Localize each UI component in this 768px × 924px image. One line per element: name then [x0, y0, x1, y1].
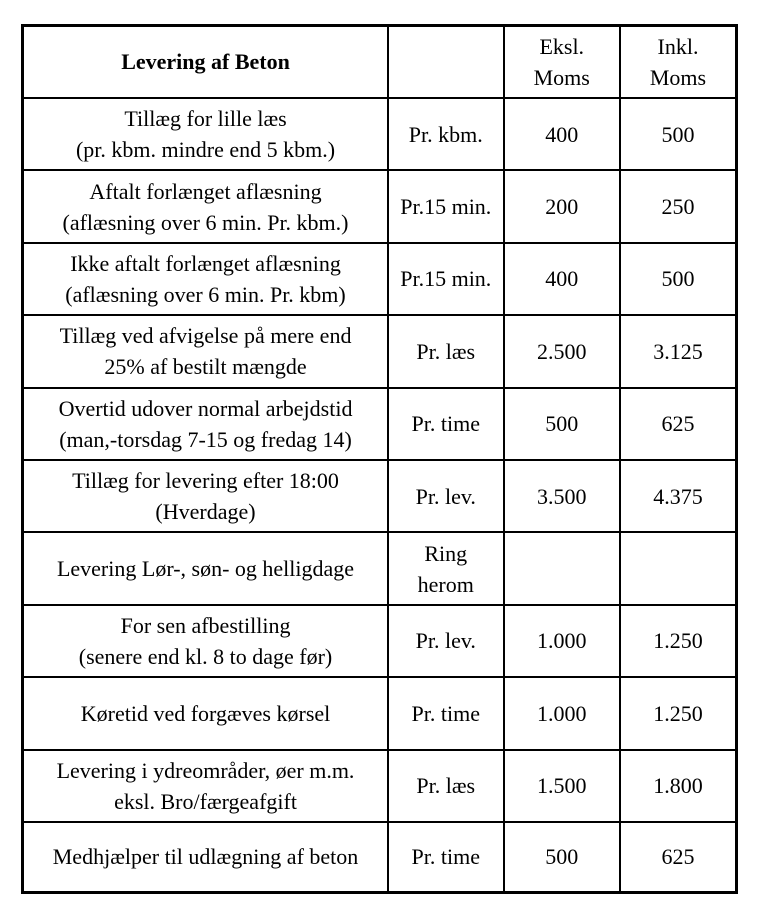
price-incl-vat: 4.375 [620, 460, 737, 532]
description-cell [23, 388, 389, 460]
description-cell [23, 98, 389, 170]
unit-line-1: Pr. læs [416, 773, 476, 799]
price-excl-vat: 500 [504, 388, 620, 460]
description-cell [23, 243, 389, 315]
description-cell [23, 822, 389, 893]
description-line-2: (man,-torsdag 7-15 og fredag 14) [59, 426, 352, 452]
description-line-2: (senere end kl. 8 to dage før) [78, 643, 333, 669]
unit-line-1: Ring [424, 540, 468, 566]
header-incl-line2: Moms [649, 64, 707, 90]
unit-cell [388, 750, 503, 822]
unit-line-1: Pr.15 min. [400, 266, 492, 292]
price-excl-vat: 1.500 [504, 750, 620, 822]
description-line-1: Ikke aftalt forlænget aflæsning [70, 250, 341, 276]
unit-cell [388, 822, 503, 893]
description-line-1: Medhjælper til udlægning af beton [52, 844, 359, 870]
table-row [23, 677, 737, 749]
unit-cell [388, 460, 503, 532]
table-title: Levering af Beton [23, 26, 389, 98]
table-row [23, 388, 737, 460]
table-row [23, 822, 737, 893]
description-line-1: Køretid ved forgæves kørsel [80, 700, 331, 726]
description-line-2: eksl. Bro/færgeafgift [114, 788, 297, 814]
unit-line-2: herom [417, 571, 474, 597]
unit-cell [388, 243, 503, 315]
unit-line-1: Pr. time [411, 700, 480, 726]
table-row [23, 460, 737, 532]
price-excl-vat: 1.000 [504, 677, 620, 749]
price-excl-vat [504, 532, 620, 604]
table-row [23, 98, 737, 170]
description-line-2: (aflæsning over 6 min. Pr. kbm.) [62, 209, 349, 235]
unit-cell [388, 388, 503, 460]
unit-line-1: Pr. time [411, 411, 480, 437]
description-cell [23, 750, 389, 822]
description-line-1: Tillæg for levering efter 18:00 [72, 468, 339, 494]
price-excl-vat: 400 [504, 243, 620, 315]
description-line-1: Levering i ydreområder, øer m.m. [56, 757, 355, 783]
unit-line-1: Pr. læs [416, 338, 476, 364]
unit-line-1: Pr. time [411, 844, 480, 870]
price-excl-vat: 2.500 [504, 315, 620, 387]
description-cell [23, 532, 389, 604]
unit-line-1: Pr. lev. [415, 483, 476, 509]
price-incl-vat: 1.800 [620, 750, 737, 822]
price-incl-vat: 625 [620, 388, 737, 460]
description-cell [23, 170, 389, 242]
description-line-2: (aflæsning over 6 min. Pr. kbm) [65, 281, 346, 307]
description-cell [23, 315, 389, 387]
price-incl-vat: 1.250 [620, 605, 737, 677]
header-unit-cell [388, 26, 503, 98]
price-incl-vat: 3.125 [620, 315, 737, 387]
unit-cell [388, 315, 503, 387]
description-line-2: (Hverdage) [155, 499, 256, 525]
header-excl-line1: Eksl. [539, 33, 585, 59]
header-row [23, 26, 737, 98]
header-incl-line1: Inkl. [657, 33, 699, 59]
table-row [23, 605, 737, 677]
price-incl-vat [620, 532, 737, 604]
unit-cell [388, 532, 503, 604]
table-row [23, 532, 737, 604]
header-excl-vat [504, 26, 620, 98]
description-cell [23, 605, 389, 677]
description-line-1: For sen afbestilling [120, 612, 291, 638]
price-table-body [23, 26, 737, 893]
table-row [23, 315, 737, 387]
description-line-1: Aftalt forlænget aflæsning [89, 178, 322, 204]
description-line-1: Overtid udover normal arbejdstid [58, 395, 353, 421]
table-row [23, 170, 737, 242]
price-excl-vat: 400 [504, 98, 620, 170]
price-incl-vat: 500 [620, 243, 737, 315]
description-line-1: Tillæg for lille læs [124, 106, 287, 132]
description-line-2: 25% af bestilt mængde [104, 354, 307, 380]
unit-cell [388, 605, 503, 677]
description-line-1: Tillæg ved afvigelse på mere end [59, 323, 352, 349]
price-incl-vat: 1.250 [620, 677, 737, 749]
price-excl-vat: 1.000 [504, 605, 620, 677]
description-line-2: (pr. kbm. mindre end 5 kbm.) [75, 137, 336, 163]
price-incl-vat: 500 [620, 98, 737, 170]
unit-cell [388, 677, 503, 749]
unit-line-1: Pr.15 min. [400, 194, 492, 220]
price-excl-vat: 3.500 [504, 460, 620, 532]
unit-cell [388, 170, 503, 242]
header-excl-line2: Moms [533, 64, 590, 90]
price-excl-vat: 200 [504, 170, 620, 242]
description-line-1: Levering Lør-, søn- og helligdage [56, 556, 355, 582]
table-row [23, 750, 737, 822]
description-cell [23, 677, 389, 749]
description-cell [23, 460, 389, 532]
table-row [23, 243, 737, 315]
price-incl-vat: 625 [620, 822, 737, 893]
price-excl-vat: 500 [504, 822, 620, 893]
unit-line-1: Pr. kbm. [408, 121, 483, 147]
header-incl-vat [620, 26, 737, 98]
unit-cell [388, 98, 503, 170]
price-table [21, 24, 738, 894]
unit-line-1: Pr. lev. [415, 628, 476, 654]
price-incl-vat: 250 [620, 170, 737, 242]
